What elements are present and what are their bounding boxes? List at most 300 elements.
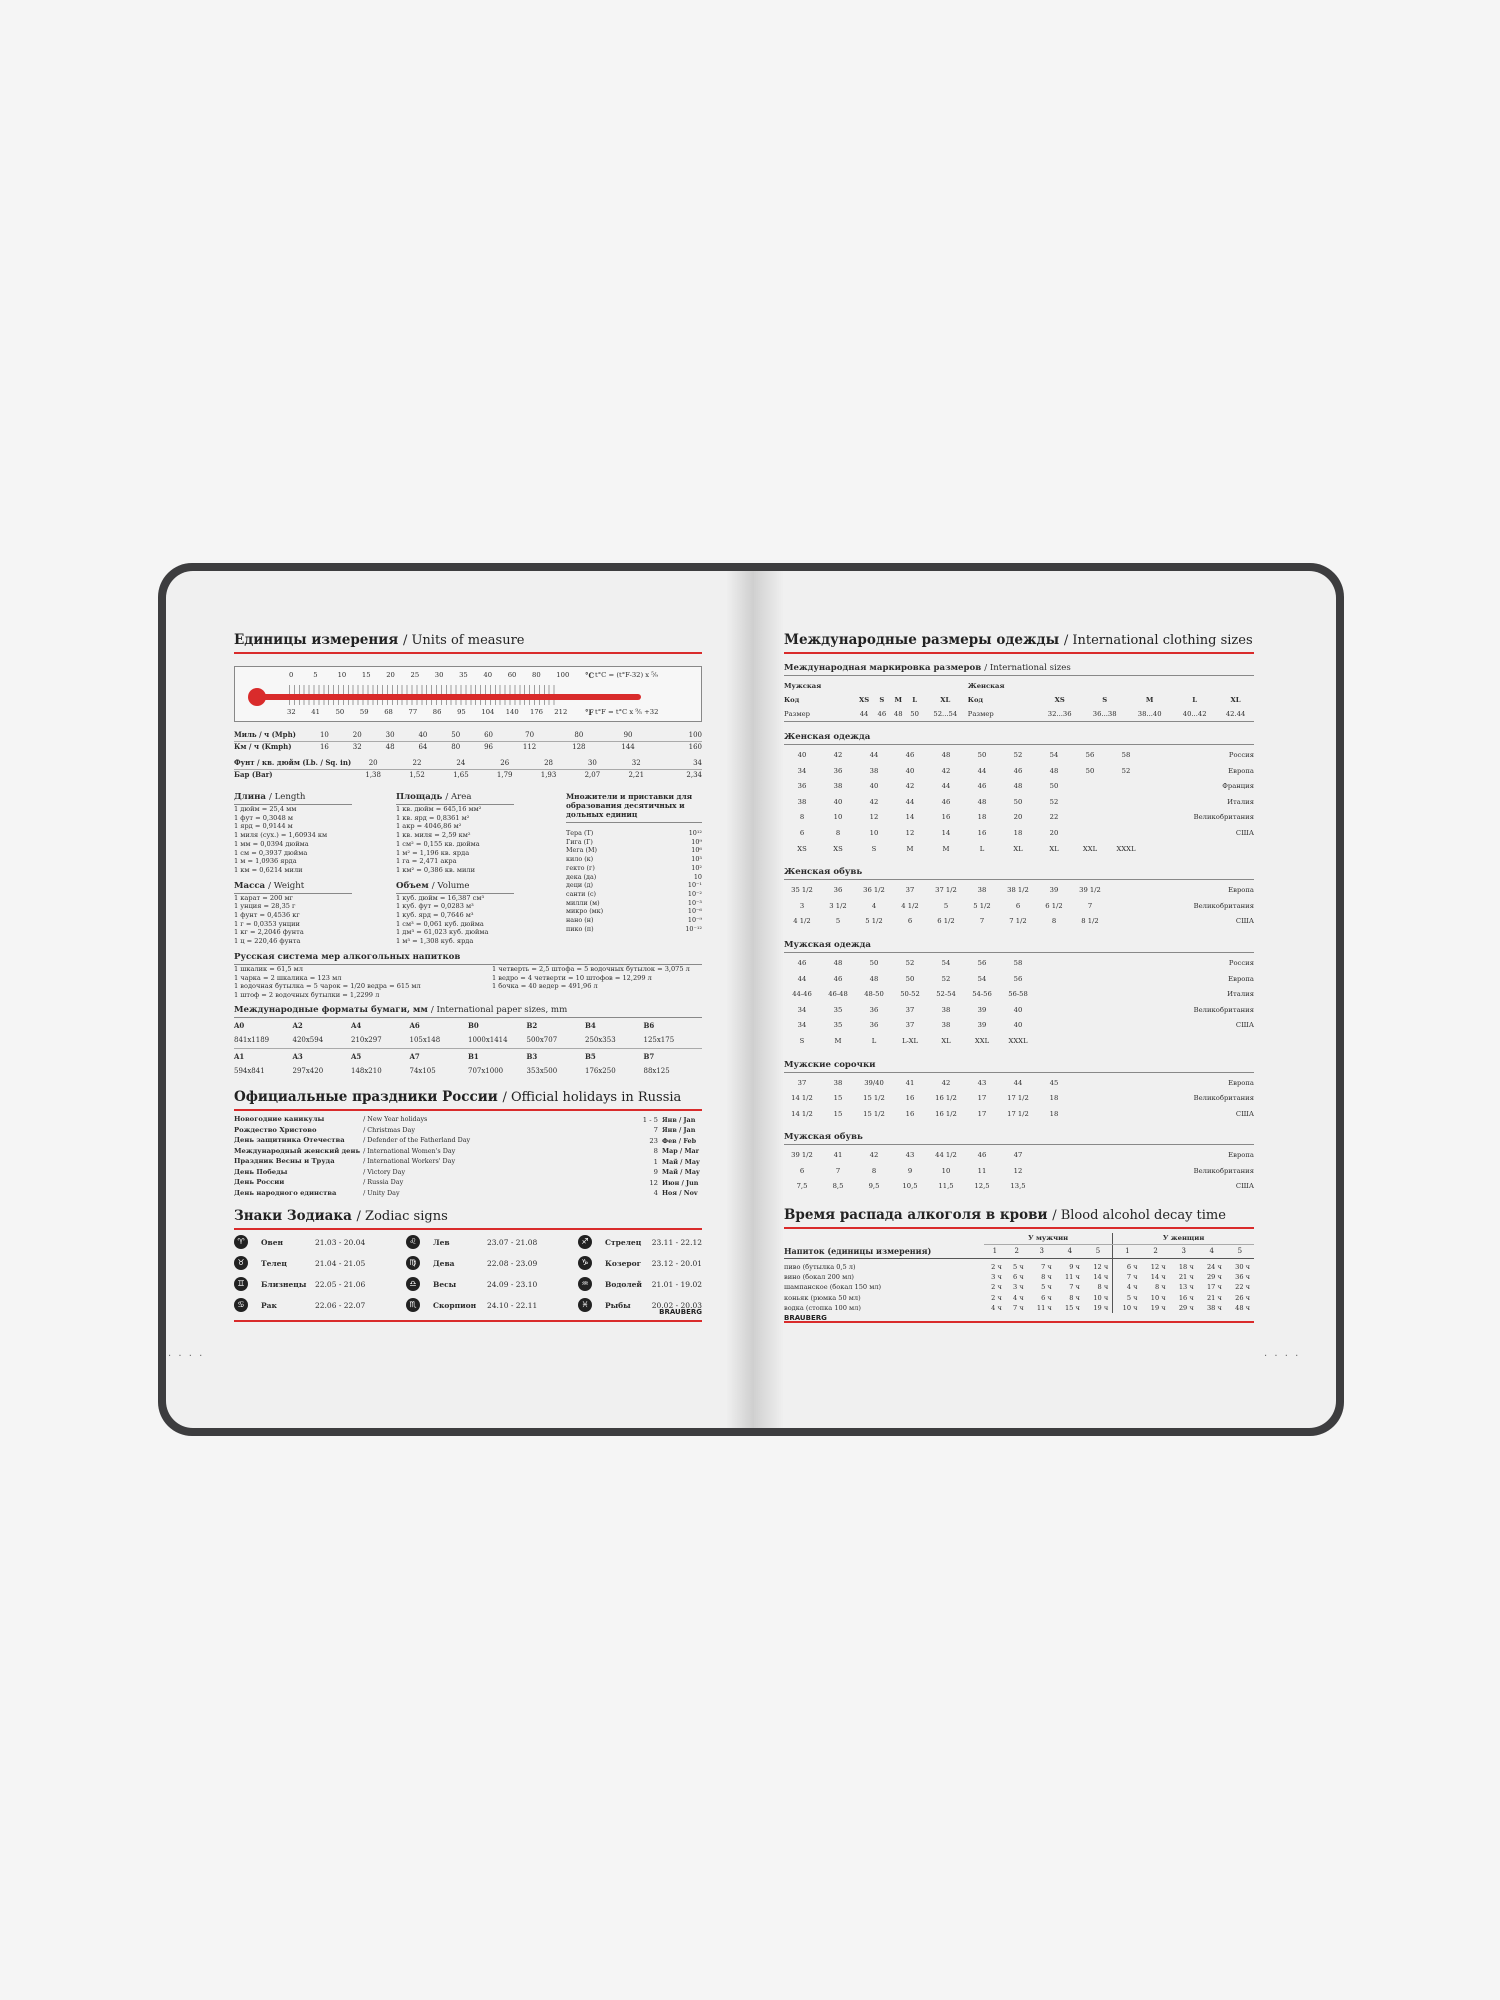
size-row [784, 1179, 1254, 1195]
size-cell: 34 [797, 1005, 807, 1014]
zodiac-icon: ♒ [578, 1277, 592, 1291]
size-cell: 13,5 [1010, 1182, 1026, 1191]
alcohol-unit-item: 1 чарка = 2 шкалика = 123 мл [234, 973, 342, 982]
size-cell: 17 1/2 [1007, 1109, 1029, 1118]
size-cell: США [1235, 828, 1254, 837]
size-cell: 8,5 [832, 1182, 844, 1191]
mass-list [234, 894, 352, 946]
holiday-cell: / Christmas Day [363, 1125, 415, 1134]
alcohol-num: 2 [1142, 1244, 1170, 1259]
holiday-cell: Международный женский день [234, 1146, 361, 1155]
size-cell: США [1235, 917, 1254, 926]
prefix-row [566, 881, 702, 890]
zodiac-dates: 24.10 - 22.11 [487, 1300, 538, 1310]
holiday-cell: Май / May [662, 1157, 700, 1166]
length-item: 1 км = 0,6214 мили [234, 865, 303, 874]
paper-cell: A0 [234, 1020, 245, 1030]
size-cell: 58 [1013, 958, 1023, 967]
alcohol-cell: 29 ч [1206, 1273, 1222, 1282]
prefix-cell: нано (н) [566, 916, 594, 925]
size-cell: M [906, 844, 914, 853]
holiday-cell: Праздник Весны и Труда [234, 1157, 335, 1166]
zodiac-name: Рыбы [605, 1300, 631, 1310]
celsius-tick-label: 0 [289, 671, 294, 679]
size-cell [1072, 826, 1108, 842]
size-cell: M [834, 1036, 842, 1045]
intl-cell [854, 679, 873, 693]
size-row [784, 1034, 1254, 1050]
alcohol-cell: 6 ч [1126, 1263, 1138, 1272]
paper-cell: B4 [585, 1020, 596, 1030]
size-cell: 46 [905, 751, 915, 759]
zodiac-name: Лев [433, 1237, 450, 1247]
size-cell: 38 [977, 886, 987, 895]
pressure-cell: 34 [658, 758, 702, 769]
size-cell: 38 [833, 1078, 843, 1087]
mass-item: 1 г = 0,0353 унции [234, 919, 300, 928]
size-cell: 38 [869, 766, 879, 775]
size-cell: 44 [869, 751, 879, 759]
intl-cell [923, 679, 968, 693]
alcohol-cell: 29 ч [1178, 1303, 1194, 1312]
size-cell: 54 [1049, 751, 1059, 759]
size-cell: 37 [905, 886, 915, 895]
alcohol-cell: 9 ч [1069, 1263, 1080, 1272]
size-section-table [784, 1076, 1254, 1123]
right-content [784, 632, 1254, 1323]
speed-cell: 80 [554, 730, 603, 741]
size-cell: 50 [1085, 766, 1095, 775]
size-cell: 7 1/2 [1009, 917, 1027, 926]
alcohol-units-title: Русская система мер алкогольных напитков [234, 952, 702, 965]
formula-f: t°F = t°C x ⁹⁄₅ +32 [595, 708, 659, 716]
size-cell: Италия [1227, 990, 1254, 999]
intl-header-row [784, 679, 1254, 693]
speed-cell: 48 [385, 742, 395, 751]
paper-cell: 353x500 [526, 1066, 558, 1075]
pressure-cell: 28 [527, 758, 571, 769]
paper-cell: 420x594 [293, 1033, 352, 1049]
intl-cell: 50 [906, 707, 922, 722]
zodiac-icon: ♏ [406, 1298, 420, 1312]
alcohol-num: 5 [1084, 1244, 1113, 1259]
size-cell [1072, 779, 1108, 795]
celsius-unit: °C [585, 671, 595, 680]
size-cell: 41 [833, 1151, 843, 1160]
alcohol-cell: 15 ч [1064, 1303, 1080, 1312]
alcohol-cell: 8 ч [1154, 1283, 1166, 1292]
size-cell: 12 [905, 828, 915, 837]
alcohol-cell: 5 ч [1041, 1283, 1052, 1292]
size-cell: 56 [1013, 974, 1023, 983]
size-row [784, 1148, 1254, 1164]
intl-cell [874, 679, 890, 693]
alcohol-cell: 7 ч [1126, 1273, 1138, 1282]
size-cell: 46 [941, 797, 951, 806]
volume-item: 1 дм³ = 61,023 куб. дюйма [396, 928, 489, 937]
size-cell: 35 [833, 1021, 843, 1030]
size-cell: 17 [977, 1094, 987, 1103]
zodiac-dates: 21.01 - 19.02 [651, 1279, 702, 1289]
zodiac-dates: 21.03 - 20.04 [315, 1237, 366, 1247]
celsius-tick-label: 15 [361, 671, 371, 679]
size-cell: 56-58 [1008, 990, 1028, 999]
prefix-row [566, 907, 702, 916]
left-content [234, 632, 702, 1322]
zodiac-row [234, 1274, 702, 1295]
paper-cell: 1000x1414 [468, 1033, 527, 1049]
intl-code-row [784, 693, 1254, 707]
length-item: 1 ярд = 0,9144 м [234, 822, 293, 831]
size-cell: 8 [871, 1166, 877, 1175]
size-cell: 39 [977, 1021, 987, 1030]
size-cell: 14 1/2 [791, 1094, 813, 1103]
prefix-cell: дека (да) [566, 872, 597, 881]
alcohol-cell: 7 ч [1013, 1303, 1024, 1312]
size-cell: XS [797, 844, 807, 853]
alcohol-cell: 14 ч [1150, 1273, 1166, 1282]
zodiac-sign [406, 1295, 578, 1316]
size-cell: 39 [1049, 886, 1059, 895]
size-cell: 38 [941, 1005, 951, 1014]
size-cell: Великобритания [1193, 813, 1254, 822]
speed-cell: 160 [688, 742, 702, 751]
alcohol-cell: 11 ч [1064, 1273, 1080, 1282]
holiday-row [234, 1136, 702, 1147]
size-cell: 46 [833, 974, 843, 983]
prefix-cell: 10⁻¹² [685, 924, 702, 933]
prefix-row [566, 925, 702, 934]
clothing-title: Международные размеры одежды / International clothing sizes [784, 632, 1254, 654]
size-cell: 16 [941, 813, 951, 822]
size-cell: 8 1/2 [1081, 917, 1099, 926]
holiday-cell: Мар / Mar [662, 1147, 700, 1156]
size-cell: 36 1/2 [863, 886, 885, 895]
intl-cell: 36...38 [1082, 707, 1127, 722]
celsius-tick-label: 5 [313, 671, 318, 679]
formula-c: t°C = (t°F-32) x ⁵⁄₉ [595, 671, 658, 679]
size-cell [1144, 842, 1254, 858]
alcohol-cell: 5 ч [1126, 1293, 1138, 1302]
prefix-cell: 10² [691, 863, 702, 872]
intl-size-row [784, 707, 1254, 722]
area-item: 1 га = 2,471 акра [396, 857, 457, 866]
alcohol-cell: 10 ч [1150, 1293, 1166, 1302]
paper-row [234, 1064, 702, 1079]
holiday-cell: / Victory Day [363, 1167, 406, 1176]
size-cell: 17 1/2 [1007, 1094, 1029, 1103]
size-cell: Европа [1228, 886, 1254, 895]
intl-cell [1127, 679, 1172, 693]
size-cell: 18 [1049, 1094, 1059, 1103]
prefix-row [566, 846, 702, 855]
size-cell: 5 1/2 [865, 917, 883, 926]
alcohol-row [784, 1303, 1254, 1313]
alcohol-cell: водка (стопка 100 мл) [784, 1303, 861, 1312]
volume-item: 1 куб. фут = 0,0283 м³ [396, 902, 474, 911]
pressure-cell: Бар (Bar) [234, 769, 273, 779]
prefix-cell: милли (м) [566, 898, 600, 907]
speed-row [234, 730, 702, 741]
size-cell: 9 [907, 1166, 913, 1175]
zodiac-sign [234, 1232, 406, 1253]
paper-cell: 148x210 [351, 1066, 382, 1075]
size-cell: L [979, 844, 985, 853]
alcohol-num: 5 [1226, 1244, 1254, 1259]
celsius-tick-label: 80 [532, 671, 541, 679]
alcohol-cell: 19 ч [1084, 1303, 1113, 1313]
pressure-cell: 30 [570, 758, 614, 769]
size-cell [1072, 810, 1108, 826]
size-cell: 36 [797, 782, 807, 791]
zodiac-dates: 20.02 - 20.03 [651, 1300, 702, 1310]
size-cell: 7 [1087, 901, 1093, 910]
paper-cell: A1 [234, 1051, 245, 1061]
speed-row [234, 741, 702, 752]
size-cell: 40 [869, 782, 879, 791]
size-cell: 46-48 [828, 990, 848, 999]
size-cell: Россия [1228, 958, 1254, 967]
zodiac-sign [578, 1232, 702, 1253]
intl-women-label: Женская [967, 682, 1005, 690]
holiday-cell: / Defender of the Fatherland Day [363, 1136, 471, 1145]
size-cell: Россия [1228, 751, 1254, 759]
size-cell: 10,5 [902, 1182, 918, 1191]
length-item: 1 мм = 0,0394 дюйма [234, 839, 309, 848]
size-cell: 47 [1013, 1151, 1023, 1160]
speed-cell: 50 [439, 730, 472, 741]
conversion-columns: Длина / Length 1 дюйм = 25,4 мм 1 фут = 0,3048 м 1 ярд = 0,9144 м 1 миля (сух.) = 1,60934 км 1 мм = 0,0394 дюйма 1 см = 0,3937 дюйма 1 м = 1,0936 ярда 1 км = 0,6214 мили Масса / Weight 1 карат = 200 мг 1 унция = 28,35 г 1 фунт = 0,4536 кг 1 г = 0,0353 унции 1 кг = 2,2046 фунта 1 ц = 220,46 фунта Площадь / Area 1 кв. дюйм = 645,16 мм² 1 кв. ярд = 0,8361 м² 1 акр = 4046,86 м² 1 кв. миля = 2,59 км² 1 см² = 0,155 кв. дюйма 1 м² = 1,196 кв. ярда 1 га = 2,471 акра 1 км² = 0,386 кв. мили Объем / Volume 1 куб. дюйм = 16,387 см³ 1 куб. фут = 0,0283 м³ 1 куб. ярд = 0,7646 м³ 1 см³ = 0,061 куб. дюйма 1 дм³ = 61,023 куб. дюйма 1 м³ = 1,308 куб. ярда Множители и приставки для образования десятичных и дольных единиц Тера (Т) 10¹² Гига (Г) 10⁹ Мега (М) 10⁶ кило (к) 10³ гекто (г) 10² дека (да) 10 деци (д) 10⁻¹ санти (с) 10⁻² милли (м) 10⁻³ микро (мк) 10⁻⁶ нано (н) 10⁻⁹ пико (п) 10⁻¹² [234, 792, 702, 946]
celsius-tick-label: 25 [410, 671, 420, 679]
fahrenheit-tick-label: 50 [335, 708, 345, 716]
zodiac-row [234, 1232, 702, 1253]
size-cell: 48-50 [864, 990, 884, 999]
size-cell: 12,5 [974, 1182, 990, 1191]
paper-cell: 841x1189 [234, 1033, 293, 1049]
size-cell: 46 [977, 782, 987, 791]
size-row [784, 1076, 1254, 1092]
size-cell: 6 [799, 1166, 805, 1175]
size-cell: XL [1049, 844, 1059, 853]
size-cell: Великобритания [1193, 1166, 1254, 1175]
holiday-cell: / International Workers' Day [363, 1157, 456, 1166]
size-cell: 6 1/2 [1045, 901, 1063, 910]
alcohol-cell [784, 1233, 984, 1244]
paper-cell: B5 [585, 1051, 596, 1061]
zodiac-name: Скорпион [433, 1300, 477, 1310]
alcohol-cell: 2 ч [991, 1293, 1002, 1302]
pressure-cell: 1,65 [453, 770, 469, 779]
alcohol-cell: 2 ч [991, 1263, 1002, 1272]
size-cell: S [799, 1036, 805, 1045]
size-cell: 39/40 [864, 1078, 884, 1087]
prefix-table [566, 829, 702, 933]
holiday-cell: Янв / Jan [662, 1126, 696, 1135]
size-cell: 38 [833, 782, 843, 791]
alcohol-cell: 6 ч [1041, 1293, 1052, 1302]
size-cell: 44-46 [792, 990, 812, 999]
size-cell: 18 [1013, 828, 1023, 837]
size-cell: 7 [979, 917, 985, 926]
alcohol-cell: 18 ч [1178, 1263, 1194, 1272]
celsius-tick-label: 40 [483, 671, 493, 679]
prefix-cell: Тера (Т) [566, 829, 594, 837]
length-list [234, 805, 352, 875]
size-cell: 15 [833, 1109, 843, 1118]
size-cell: 37 1/2 [935, 886, 957, 895]
zodiac-name: Весы [433, 1279, 457, 1289]
alcohol-cell: 12 ч [1150, 1263, 1166, 1272]
alcohol-group-row [784, 1233, 1254, 1244]
size-cell: 43 [905, 1151, 915, 1160]
holiday-cell: 7 [653, 1126, 658, 1135]
intl-cell: XS [1054, 696, 1065, 704]
pressure-row [234, 758, 702, 769]
size-cell: 36 [869, 1021, 879, 1030]
alcohol-cell: 2 ч [991, 1283, 1002, 1292]
zodiac-icon: ♓ [578, 1298, 592, 1312]
alcohol-cell: 26 ч [1235, 1293, 1250, 1302]
zodiac-name: Близнецы [261, 1279, 307, 1289]
size-cell: 41 [905, 1078, 915, 1087]
holiday-cell: День народного единства [234, 1188, 337, 1197]
size-cell: L-XL [902, 1036, 918, 1045]
paper-row [234, 1018, 702, 1033]
zodiac-grid [234, 1232, 702, 1316]
holiday-cell: / New Year holidays [363, 1115, 428, 1124]
alcohol-cell: 3 ч [991, 1273, 1002, 1282]
size-cell: XXL [1082, 844, 1098, 853]
size-section-table [784, 1148, 1254, 1195]
size-row [784, 883, 1254, 899]
prefix-cell: 10¹² [688, 829, 702, 837]
pressure-cell: 2,34 [686, 770, 702, 779]
speed-cell: 32 [352, 742, 362, 751]
size-cell: 10 [941, 1166, 951, 1175]
size-cell: 3 1/2 [829, 901, 847, 910]
size-cell: 37 [905, 1005, 915, 1014]
fahrenheit-tick-label: 104 [481, 708, 495, 716]
paper-cell: A7 [409, 1051, 420, 1061]
size-cell [1108, 826, 1144, 842]
alcohol-row [784, 1272, 1254, 1282]
prefix-cell: 10⁻⁹ [687, 916, 702, 925]
size-cell: 6 [1015, 901, 1021, 910]
fahrenheit-tick-label: 95 [457, 708, 466, 716]
size-cell: 5 [835, 917, 841, 926]
size-cell: Великобритания [1193, 1005, 1254, 1014]
size-cell: L [871, 1036, 877, 1045]
size-section-title: Женская одежда [784, 732, 1254, 745]
holiday-cell: / Unity Day [363, 1188, 400, 1197]
prefix-cell: 10⁻² [687, 889, 702, 898]
alcohol-unit-item: 1 шкалик = 61,5 мл [234, 964, 303, 973]
area-item: 1 км² = 0,386 кв. мили [396, 865, 476, 874]
pressure-cell: 2,21 [628, 770, 645, 779]
intl-cell: 48 [890, 707, 906, 722]
fahrenheit-tick-label: 140 [505, 708, 519, 716]
length-item: 1 дюйм = 25,4 мм [234, 805, 297, 813]
volume-item: 1 см³ = 0,061 куб. дюйма [396, 919, 484, 928]
area-item: 1 акр = 4046,86 м² [396, 822, 462, 831]
zodiac-name: Овен [261, 1237, 284, 1247]
size-cell: 4 1/2 [793, 917, 811, 926]
mass-item: 1 унция = 28,35 г [234, 902, 296, 911]
celsius-tick-label: 60 [507, 671, 517, 679]
speed-cell: 90 [603, 730, 652, 741]
prefix-row [566, 899, 702, 908]
size-cell: 6 [799, 828, 805, 837]
paper-cell: 210x297 [351, 1033, 410, 1049]
size-cell: 20 [1013, 813, 1023, 822]
holiday-cell: Новогодние каникулы [234, 1115, 325, 1124]
size-cell: 5 [943, 901, 949, 910]
length-item: 1 фут = 0,3048 м [234, 813, 293, 822]
zodiac-icon: ♋ [234, 1298, 248, 1312]
size-row [784, 1164, 1254, 1180]
holiday-row [234, 1188, 702, 1199]
alcohol-cell: 12 ч [1084, 1259, 1113, 1273]
paper-cell: 176x250 [585, 1066, 616, 1075]
area-list [396, 805, 514, 875]
prefix-row [566, 916, 702, 925]
size-cell: 3 [799, 901, 805, 910]
alcohol-cell: 4 ч [1126, 1283, 1138, 1292]
speed-cell: 60 [472, 730, 505, 741]
size-cell: 7 [835, 1166, 841, 1175]
intl-cell: 32...36 [1037, 707, 1082, 722]
intl-cell [1037, 679, 1082, 693]
alcohol-cell: 24 ч [1206, 1263, 1222, 1272]
size-cell: 7,5 [796, 1182, 808, 1191]
holiday-cell: Май / May [662, 1168, 700, 1177]
alcohol-num: 1 [1113, 1244, 1142, 1259]
holiday-cell: День Победы [234, 1167, 288, 1176]
size-cell: 14 [941, 828, 951, 837]
size-cell: 42 [941, 766, 951, 775]
fahrenheit-tick-label: 59 [359, 708, 369, 716]
size-cell: 6 1/2 [937, 917, 955, 926]
size-row [784, 779, 1254, 795]
speed-cell: 128 [572, 742, 586, 751]
alcohol-num: 1 [984, 1244, 1006, 1259]
speed-cell: 16 [319, 742, 329, 751]
thermometer-tube [257, 694, 641, 700]
size-cell: 48 [833, 958, 843, 967]
celsius-tick-label: 10 [337, 671, 347, 679]
prefix-cell: санти (с) [566, 889, 597, 898]
size-cell: XL [941, 1036, 951, 1045]
alcohol-cell: 8 ч [1084, 1282, 1113, 1292]
right-page: Международные размеры одежды / International clothing sizes Международная маркировка размеров / International sizes Мужская Женская Код XS S M L XL Код XS S M L XL Размер 44 46 48 50 52...54 Размер 32...36 36...38 38...40 40...42 42.44 Женская одежда 40 42 44 46 48 50 52 54 56 58 Россия 34 36 38 40 42 44 46 48 50 52 Европа 36 38 40 42 44 46 48 50 Франция 38 40 42 44 46 48 50 52 Италия 8 10 12 14 16 18 20 22 Великобритания 6 8 10 12 14 16 18 20 США XS XS S M M L XL XL XXL XXXL Женская обувь 35 1/2 36 36 1/2 37 37 1/2 38 38 1/2 39 39 1/2 Европа 3 3 1/2 4 4 1/2 5 5 1/2 6 6 1/2 7 Великобритания 4 1/2 5 5 1/2 6 6 1/2 7 7 1/2 8 8 1/2 США Мужская одежда 46 48 50 52 54 56 58 Россия 44 46 48 50 52 54 56 Европа 44-46 46-48 48-50 50-52 52-54 54-56 56-58 Италия 34 35 36 37 38 39 40 Великобритания 34 35 36 37 38 39 40 США S M L L-XL XL XXL XXXL Мужские сорочки 37 38 39/40 41 42 43 44 45 Европа 14 1/2 15 15 1/2 16 16 1/2 17 17 1/2 18 Великобритания 14 1/2 15 15 1/2 16 16 1/2 17 17 1/2 18 США Мужская обувь 39 1/2 41 42 43 44 1/2 46 47 Европа 6 7 8 9 10 11 12 Великобритания 7,5 8,5 9,5 10,5 11,5 12,5 13,5 США Время распада алкоголя в крови / Blood alcohol decay time У мужчин У женщин Напиток (единицы измерения) 1 2 3 4 5 1 2 3 4 5 пиво (бутылка 0,5 л) 2 ч 5 ч 7 ч 9 ч 12 ч 6 ч 12 ч 18 ч 24 ч 30 ч вино (бокал 200 мл) 3 ч 6 ч 8 ч 11 ч 14 ч 7 ч 14 ч 21 ч 29 ч 36 ч шампанское (бокал 150 мл) 2 ч 3 ч 5 ч 7 ч 8 ч 4 ч 8 ч 13 ч 17 ч 22 ч коньяк (рюмка 50 мл) 2 ч 4 ч 6 ч 8 ч 10 ч 5 ч 10 ч 16 ч 21 ч 26 ч водка (стопка 100 мл) 4 ч 7 ч 11 ч 15 ч 19 ч 10 ч 19 ч 29 ч 38 ч 48 ч BRAUBERG · · · · [754, 571, 1336, 1428]
size-cell: 36 [833, 766, 843, 775]
alcohol-cell: 21 ч [1206, 1293, 1222, 1302]
size-cell: 16 [905, 1094, 915, 1103]
celsius-tick-label: 20 [386, 671, 395, 679]
speed-cell: 70 [505, 730, 554, 741]
size-cell: 17 [977, 1109, 987, 1118]
intl-cell: 38...40 [1127, 707, 1172, 722]
intl-size-label: Размер [968, 707, 1037, 722]
zodiac-icon: ♉ [234, 1256, 248, 1270]
size-sections [784, 732, 1254, 1195]
zodiac-name: Козерог [605, 1258, 642, 1268]
zodiac-name: Дева [433, 1258, 455, 1268]
alcohol-cell: 14 ч [1084, 1272, 1113, 1282]
speed-cell: 100 [653, 730, 702, 741]
zodiac-name: Рак [261, 1300, 277, 1310]
size-cell: 16 [977, 828, 987, 837]
